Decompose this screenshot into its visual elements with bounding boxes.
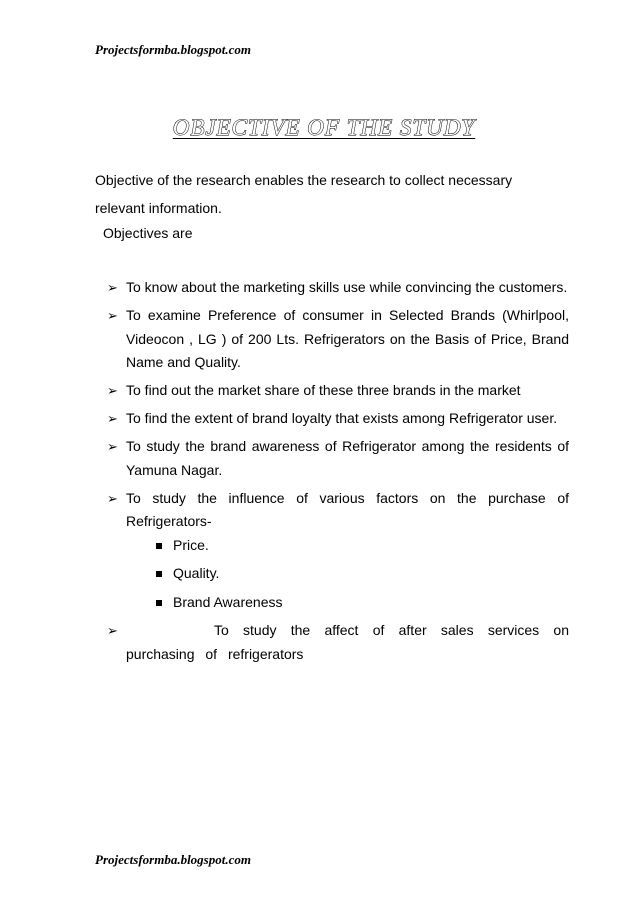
square-bullet-icon [156,600,162,606]
list-item [107,407,569,431]
factor-item [154,562,569,586]
objective-text: To know about the marketing skills use while convincing the customers. [126,279,568,295]
factor-text: Quality. [173,565,220,581]
page-footer: Projectsformba.blogspot.com [95,852,251,867]
arrow-bullet-icon: ➢ [107,490,118,506]
factors-list [126,534,569,615]
arrow-bullet-icon: ➢ [107,411,118,426]
page-title-text: OBJECTIVE OF THE STUDY [172,115,476,140]
factor-item [154,534,569,558]
list-item [107,304,569,375]
factor-text: Price. [173,536,209,553]
list-item [107,276,569,300]
arrow-bullet-icon: ➢ [107,623,118,638]
list-item [107,379,569,403]
list-item [107,435,569,482]
objective-text: To study the brand awareness of Refrigerator among the residents of Yamuna Nagar. [126,438,569,478]
page-title [0,115,638,141]
factor-text: Brand Awareness [173,593,283,610]
square-bullet-icon [156,543,162,549]
objective-text: To examine Preference of consumer in Selected Brands (Whirlpool, Videocon , LG ) of 200 Lts. Refrigerators on the Basis of Price, Brand Name and Quality. [126,307,569,370]
page-header: Projectsformba.blogspot.com [95,42,251,57]
objective-text: To find the extent of brand loyalty that exists among Refrigerator user. [126,410,558,426]
factor-item [154,591,569,615]
arrow-bullet-icon: ➢ [107,383,118,398]
objective-text: To study the influence of various factors on the purchase of Refrigerators- [126,489,569,529]
objective-text: To study the affect of after sales services on purchasing of refrigerators [126,622,569,662]
list-item [107,619,569,666]
objectives-lead: Objectives are [103,225,193,241]
square-bullet-icon [156,571,162,577]
arrow-bullet-icon: ➢ [107,439,118,454]
arrow-bullet-icon: ➢ [107,280,118,295]
objective-text: To find out the market share of these three brands in the market [126,382,521,398]
intro-line-1: Objective of the research enables the research to collect necessary [95,172,513,188]
objectives-list [107,276,569,671]
arrow-bullet-icon: ➢ [107,308,118,323]
list-item [107,487,569,615]
intro-line-2: relevant information. [95,200,222,216]
